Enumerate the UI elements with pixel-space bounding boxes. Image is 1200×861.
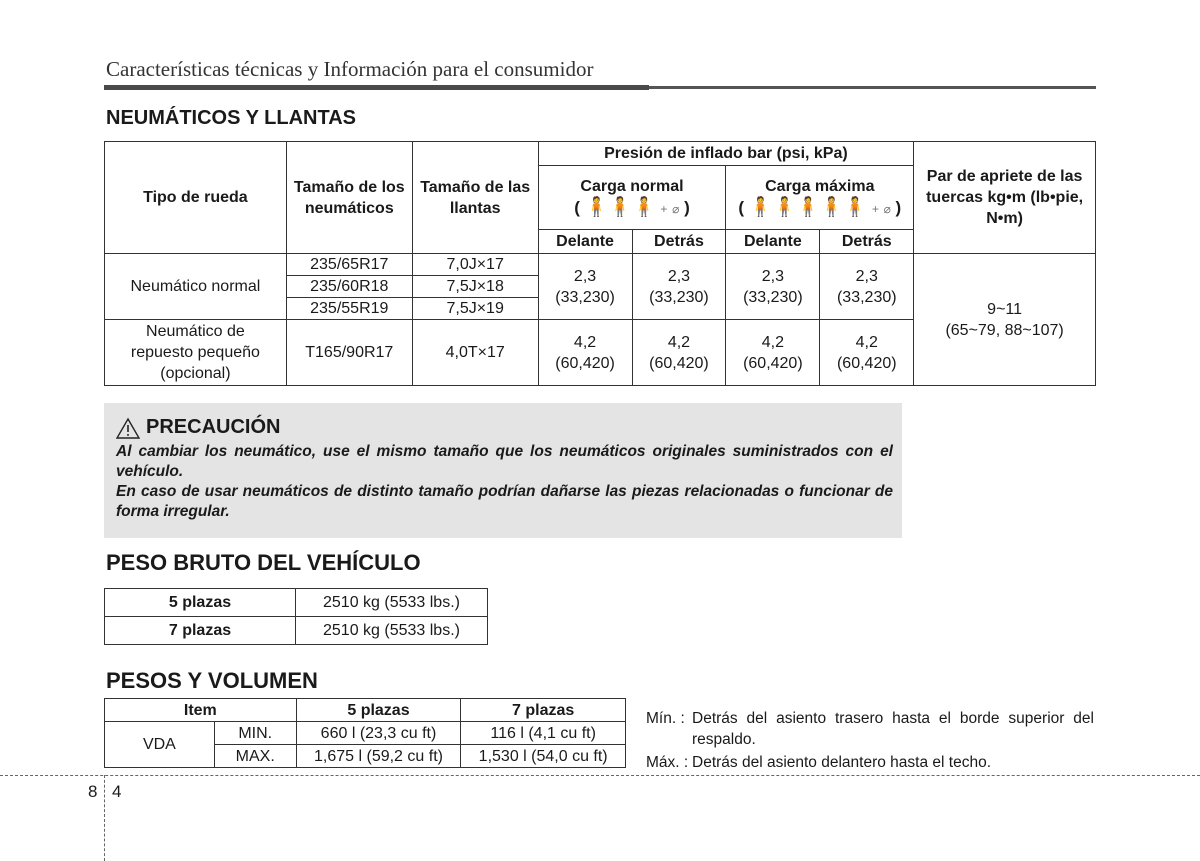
pressure-cell: 2,3 (33,230) bbox=[632, 254, 726, 320]
footer-rule bbox=[0, 775, 1200, 776]
col-rear-max: Detrás bbox=[820, 230, 914, 254]
luggage-icon: ⌀ bbox=[883, 201, 891, 216]
plus-icon: + bbox=[871, 201, 879, 216]
col-max-load bbox=[726, 166, 914, 230]
volume-notes bbox=[646, 708, 1094, 773]
gross-weight-label: 5 plazas bbox=[105, 589, 296, 617]
page-number: 4 bbox=[112, 782, 122, 801]
normal-load-icons bbox=[539, 197, 726, 220]
caution-line-1: Al cambiar los neumático, use el mismo tamaño que los neumáticos originales suministrados con el vehículo. bbox=[116, 443, 893, 480]
col-pressure: Presión de inflado bar (psi, kPa) bbox=[538, 142, 914, 166]
col-tire-size: Tamaño de los neumáticos bbox=[286, 142, 412, 254]
paren-open: ( bbox=[738, 197, 745, 217]
tire-size-cell: 235/55R19 bbox=[286, 298, 412, 320]
col-5-seats: 5 plazas bbox=[296, 699, 461, 722]
max-label: MAX. bbox=[214, 745, 296, 768]
plus-icon: + bbox=[660, 201, 668, 216]
col-normal-load bbox=[538, 166, 726, 230]
footer-divider bbox=[104, 775, 105, 861]
pressure-cell: 4,2 (60,420) bbox=[632, 320, 726, 386]
min-5-value: 660 l (23,3 cu ft) bbox=[296, 722, 461, 745]
min-7-value: 116 l (4,1 cu ft) bbox=[461, 722, 626, 745]
max-7-value: 1,530 l (54,0 cu ft) bbox=[461, 745, 626, 768]
normal-load-label: Carga normal bbox=[580, 177, 684, 195]
col-front-max: Delante bbox=[726, 230, 820, 254]
rim-size-cell: 7,5J×19 bbox=[412, 298, 538, 320]
paren-close: ) bbox=[684, 197, 690, 217]
paren-close: ) bbox=[895, 197, 902, 217]
col-rear-normal: Detrás bbox=[632, 230, 726, 254]
col-7-seats: 7 plazas bbox=[461, 699, 626, 722]
vda-label: VDA bbox=[105, 722, 215, 768]
pressure-cell: 2,3 (33,230) bbox=[538, 254, 632, 320]
luggage-icon: ⌀ bbox=[672, 201, 680, 216]
note-max-text: Detrás del asiento delantero hasta el techo. bbox=[692, 754, 991, 771]
gross-weight-table bbox=[104, 588, 488, 645]
max-load-label: Carga máxima bbox=[765, 177, 875, 195]
col-rim-size: Tamaño de las llantas bbox=[412, 142, 538, 254]
warning-icon bbox=[116, 417, 140, 439]
tires-heading: NEUMÁTICOS Y LLANTAS bbox=[106, 107, 357, 129]
caution-title bbox=[116, 416, 280, 439]
max-load-icons bbox=[726, 197, 913, 220]
person-icon: 🧍🧍🧍🧍🧍 bbox=[748, 196, 868, 218]
max-5-value: 1,675 l (59,2 cu ft) bbox=[296, 745, 461, 768]
pressure-cell: 2,3 (33,230) bbox=[726, 254, 820, 320]
caution-text bbox=[116, 442, 893, 522]
volume-heading: PESOS Y VOLUMEN bbox=[106, 668, 318, 693]
pressure-cell: 4,2 (60,420) bbox=[726, 320, 820, 386]
min-label: MIN. bbox=[214, 722, 296, 745]
page-header-title: Características técnicas y Información para el consumidor bbox=[106, 57, 594, 81]
col-torque: Par de apriete de las tuercas kg•m (lb•pie, N•m) bbox=[914, 142, 1096, 254]
header-rule-accent bbox=[104, 85, 649, 90]
gross-weight-value: 2510 kg (5533 lbs.) bbox=[296, 617, 488, 645]
rim-size-cell: 4,0T×17 bbox=[412, 320, 538, 386]
paren-open: ( bbox=[574, 197, 580, 217]
gross-weight-heading: PESO BRUTO DEL VEHÍCULO bbox=[106, 550, 421, 575]
col-item: Item bbox=[105, 699, 297, 722]
pressure-cell: 4,2 (60,420) bbox=[538, 320, 632, 386]
tires-table bbox=[104, 141, 1096, 386]
page-section: 8 bbox=[88, 782, 98, 801]
gross-weight-value: 2510 kg (5533 lbs.) bbox=[296, 589, 488, 617]
col-wheel-type: Tipo de rueda bbox=[105, 142, 287, 254]
volume-table bbox=[104, 698, 626, 768]
person-icon: 🧍🧍🧍 bbox=[584, 196, 656, 218]
note-min-text: Detrás del asiento trasero hasta el borde superior del respaldo. bbox=[692, 710, 1094, 748]
rim-size-cell: 7,5J×18 bbox=[412, 276, 538, 298]
gross-weight-label: 7 plazas bbox=[105, 617, 296, 645]
rim-size-cell: 7,0J×17 bbox=[412, 254, 538, 276]
caution-title-text: PRECAUCIÓN bbox=[146, 416, 281, 438]
tire-size-cell: 235/65R17 bbox=[286, 254, 412, 276]
torque-cell: 9~11 (65~79, 88~107) bbox=[914, 254, 1096, 386]
caution-line-2: En caso de usar neumáticos de distinto tamaño podrían dañarse las piezas relacionadas o funcionar de forma irregular. bbox=[116, 483, 893, 520]
row-normal-label: Neumático normal bbox=[105, 254, 287, 320]
col-front-normal: Delante bbox=[538, 230, 632, 254]
row-spare-label: Neumático de repuesto pequeño (opcional) bbox=[105, 320, 287, 386]
pressure-cell: 2,3 (33,230) bbox=[820, 254, 914, 320]
tire-size-cell: T165/90R17 bbox=[286, 320, 412, 386]
tire-size-cell: 235/60R18 bbox=[286, 276, 412, 298]
pressure-cell: 4,2 (60,420) bbox=[820, 320, 914, 386]
note-max-key: Máx. : bbox=[646, 754, 689, 771]
note-min-key: Mín. : bbox=[646, 710, 685, 727]
